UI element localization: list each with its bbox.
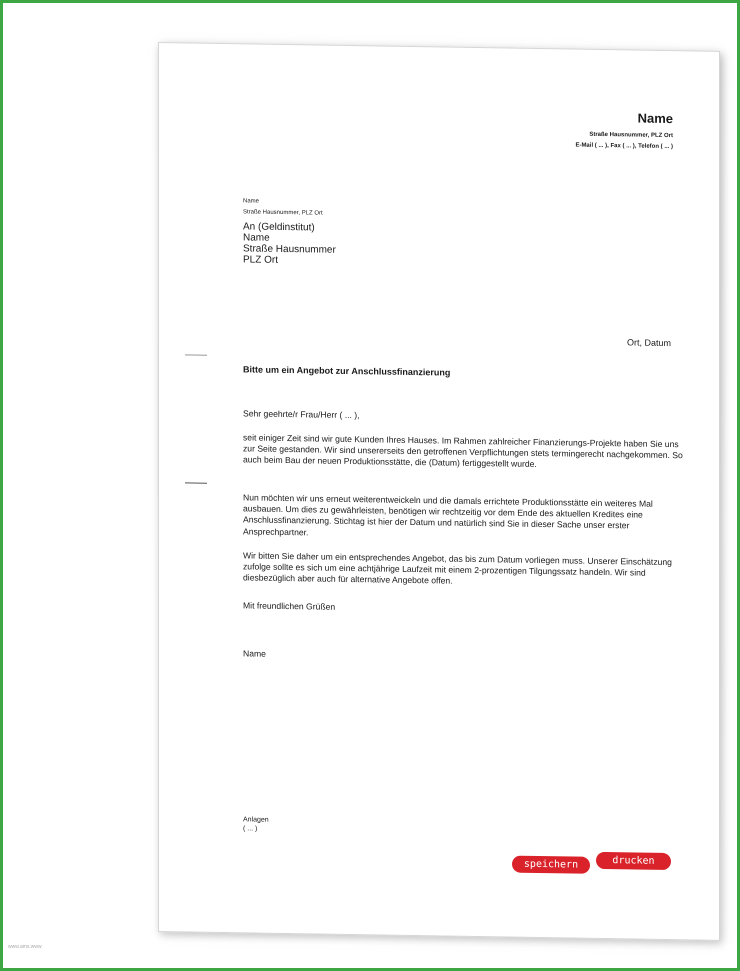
recipient-line-1: An (Geldinstitut) xyxy=(243,221,315,234)
signature-name: Name xyxy=(243,648,266,659)
attachments-value: ( ... ) xyxy=(243,825,258,833)
place-date: Ort, Datum xyxy=(626,337,671,349)
salutation: Sehr geehrte/r Frau/Herr ( ... ), xyxy=(243,408,360,421)
letter-sheet xyxy=(158,42,720,941)
recipient-address xyxy=(243,221,336,266)
paragraph-1: seit einiger Zeit sind wir gute Kunden Ihres Hauses. Im Rahmen zahlreicher Finanzierungs-Projekte haben Sie uns zur Seite gestanden. Wir sind unsererseits den getroffenen Verpflichtungen stets termingerecht nachgekommen. So auch beim Bau der neuen Produktionsstätte, die (Datum) fertiggestellt wurde. xyxy=(243,432,683,470)
save-button[interactable]: speichern xyxy=(512,856,590,874)
return-address-name: Name xyxy=(243,198,260,205)
closing: Mit freundlichen Grüßen xyxy=(243,600,336,612)
corner-label: www.ams.www xyxy=(8,944,42,950)
recipient-line-2: Name xyxy=(243,232,270,244)
sender-contact: E-Mail ( ... ), Fax ( ... ), Telefon ( ... ) xyxy=(575,142,673,151)
recipient-line-3: Straße Hausnummer xyxy=(243,243,336,256)
fold-mark-top xyxy=(185,354,207,355)
letter-subject: Bitte um ein Angebot zur Anschlussfinanzierung xyxy=(243,364,451,378)
sender-street: Straße Hausnummer, PLZ Ort xyxy=(589,131,673,140)
paragraph-2: Nun möchten wir uns erneut weiterentweickeln und die damals errichtete Produktionsstätte ein weiteres Mal ausbauen. Um dies zu gewährleisten, benötigen wir rechtzeitig vor dem Ende des aktuellen Kredites eine Anschlussfinanzierung. Stichtag ist hier der Datum und natürlich sind Sie in dieser Sache unser erster Ansprechpartner. xyxy=(243,492,653,537)
sender-name: Name xyxy=(637,110,673,127)
recipient-line-4: PLZ Ort xyxy=(243,254,279,266)
return-address-street: Straße Hausnummer, PLZ Ort xyxy=(243,209,323,217)
paragraph-3: Wir bitten Sie daher um ein entsprechendes Angebot, das bis zum Datum vorliegen muss. Unserer Einschätzung zufolge sollte es sich um eine achtjährige Laufzeit mit einem 2-prozentigen Tilgungssatz handeln. Wir sind diesbezüglich aber auch für alternative Angebote offen. xyxy=(243,550,672,587)
fold-mark-middle xyxy=(185,482,207,483)
print-button[interactable]: drucken xyxy=(596,852,671,870)
attachments-label: Anlagen xyxy=(243,816,269,824)
